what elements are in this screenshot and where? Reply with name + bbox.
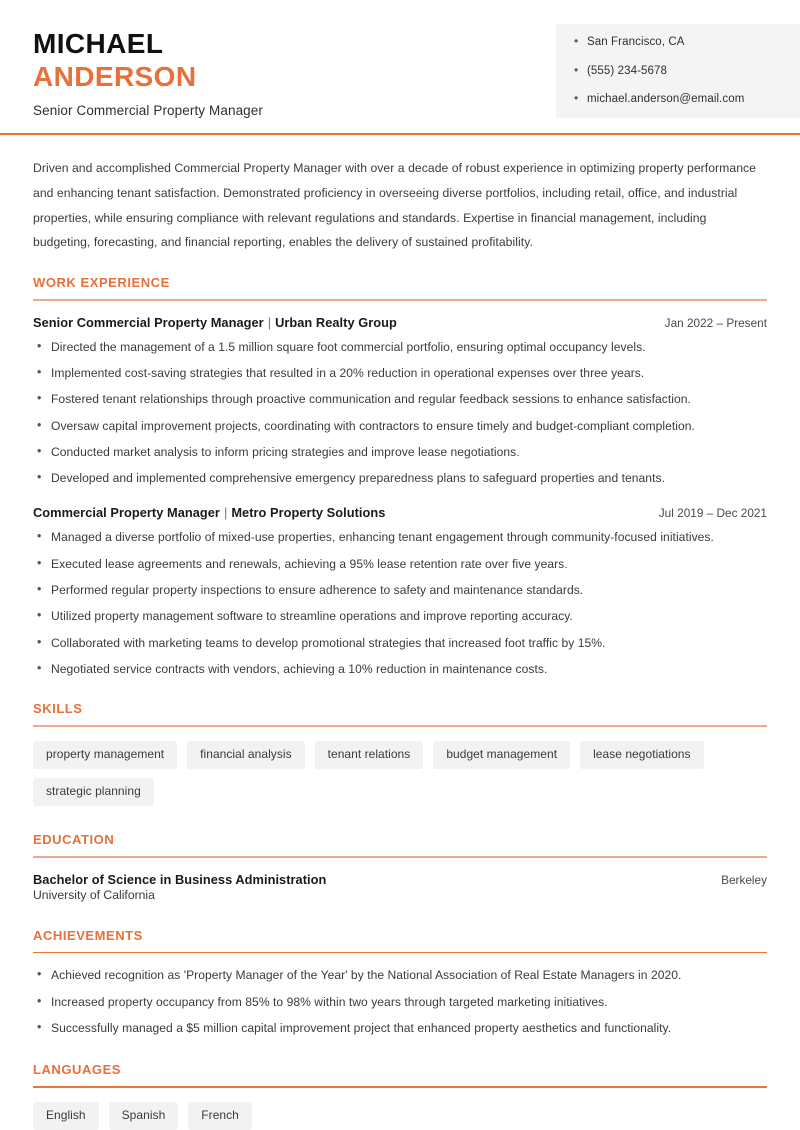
list-item: • Executed lease agreements and renewals, achieving a 95% lease retention rate over five years. bbox=[33, 556, 767, 572]
work-entry-title bbox=[33, 505, 385, 520]
education-entry-header bbox=[33, 872, 767, 887]
work-entry bbox=[33, 315, 767, 487]
title-separator: | bbox=[267, 314, 272, 330]
list-item: • Conducted market analysis to inform pricing strategies and improve lease negotiations. bbox=[33, 444, 767, 460]
work-entry-role: Commercial Property Manager bbox=[33, 505, 220, 521]
skill-tag[interactable]: tenant relations bbox=[315, 741, 424, 769]
work-entry-header bbox=[33, 505, 767, 520]
work-entry-header bbox=[33, 315, 767, 330]
section-divider-skills bbox=[33, 725, 767, 727]
languages-tag-list bbox=[33, 1102, 767, 1130]
section-achievements bbox=[33, 928, 767, 1036]
list-item: • Performed regular property inspections to ensure adherence to safety and maintenance standards. bbox=[33, 582, 767, 598]
work-entry bbox=[33, 505, 767, 677]
list-item: • Oversaw capital improvement projects, coordinating with contractors to ensure timely and budget-compliant completion. bbox=[33, 418, 767, 434]
contact-list bbox=[574, 36, 800, 106]
education-location: Berkeley bbox=[721, 872, 767, 887]
resume-body bbox=[0, 156, 800, 1130]
list-item: • Utilized property management software to streamline operations and improve reporting accuracy. bbox=[33, 608, 767, 624]
professional-headline: Senior Commercial Property Manager bbox=[33, 102, 263, 118]
skills-tag-list bbox=[33, 741, 767, 806]
section-divider-languages bbox=[33, 1086, 767, 1088]
contact-phone[interactable]: • (555) 234-5678 bbox=[574, 65, 800, 78]
section-work-experience bbox=[33, 275, 767, 677]
achievements-list bbox=[33, 967, 767, 1036]
last-name: ANDERSON bbox=[33, 60, 197, 92]
skill-tag[interactable]: property management bbox=[33, 741, 177, 769]
contact-info-box bbox=[556, 24, 800, 118]
header-identity bbox=[0, 22, 263, 118]
list-item: • Successfully managed a $5 million capital improvement project that enhanced property aesthetics and functionality. bbox=[33, 1020, 767, 1036]
section-title-languages: LANGUAGES bbox=[33, 1062, 122, 1078]
title-separator: | bbox=[223, 505, 228, 521]
work-entry-title bbox=[33, 315, 397, 330]
list-item: • Fostered tenant relationships through proactive communication and regular feedback sessions to enhance satisfaction. bbox=[33, 391, 767, 407]
resume-header bbox=[0, 0, 800, 133]
skill-tag[interactable]: strategic planning bbox=[33, 778, 154, 806]
section-title-skills: SKILLS bbox=[33, 701, 83, 717]
section-skills bbox=[33, 701, 767, 806]
work-entry-bullets bbox=[33, 529, 767, 677]
education-entry bbox=[33, 872, 767, 902]
professional-summary: Driven and accomplished Commercial Property Manager with over a decade of robust experience in optimizing property performance and enhancing tenant satisfaction. Demonstrated proficiency in overseeing diverse portfolios, including retail, office, and industrial properties, while ensuring compliance with relevant regulations and standards. Expertise in financial management, including budgeting, forecasting, and financial reporting, enables the delivery of sustained profitability. bbox=[33, 161, 756, 250]
work-entry-dates: Jan 2022 – Present bbox=[664, 315, 767, 330]
section-divider-work-experience bbox=[33, 299, 767, 301]
list-item: • Collaborated with marketing teams to develop promotional strategies that increased foot traffic by 15%. bbox=[33, 635, 767, 651]
skill-tag[interactable]: lease negotiations bbox=[580, 741, 703, 769]
work-entry-company: Urban Realty Group bbox=[275, 314, 397, 330]
list-item: • Developed and implemented comprehensive emergency preparedness plans to safeguard properties and tenants. bbox=[33, 470, 767, 486]
skill-tag[interactable]: budget management bbox=[433, 741, 570, 769]
education-degree: Bachelor of Science in Business Administration bbox=[33, 871, 327, 887]
work-entry-bullets bbox=[33, 339, 767, 487]
list-item: • Directed the management of a 1.5 million square foot commercial portfolio, ensuring optimal occupancy levels. bbox=[33, 339, 767, 355]
skill-tag[interactable]: financial analysis bbox=[187, 741, 304, 769]
language-tag[interactable]: English bbox=[33, 1102, 99, 1130]
work-entry-role: Senior Commercial Property Manager bbox=[33, 314, 264, 330]
list-item: • Negotiated service contracts with vendors, achieving a 10% reduction in maintenance costs. bbox=[33, 661, 767, 677]
contact-email[interactable]: • michael.anderson@email.com bbox=[574, 93, 800, 106]
header-divider bbox=[0, 133, 800, 135]
list-item: • Implemented cost-saving strategies that resulted in a 20% reduction in operational expenses over three years. bbox=[33, 365, 767, 381]
section-title-work-experience: WORK EXPERIENCE bbox=[33, 275, 170, 291]
list-item: • Managed a diverse portfolio of mixed-use properties, enhancing tenant engagement through community-focused initiatives. bbox=[33, 529, 767, 545]
work-entry-company: Metro Property Solutions bbox=[231, 505, 386, 521]
contact-location: • San Francisco, CA bbox=[574, 36, 800, 49]
section-title-education: EDUCATION bbox=[33, 832, 115, 848]
section-education bbox=[33, 832, 767, 902]
language-tag[interactable]: Spanish bbox=[109, 1102, 179, 1130]
section-title-achievements: ACHIEVEMENTS bbox=[33, 927, 143, 943]
education-institution: University of California bbox=[33, 887, 155, 902]
work-entry-dates: Jul 2019 – Dec 2021 bbox=[658, 506, 767, 521]
section-divider-achievements bbox=[33, 952, 767, 954]
list-item: • Achieved recognition as 'Property Manager of the Year' by the National Association of Real Estate Managers in 2020. bbox=[33, 967, 767, 983]
section-divider-education bbox=[33, 856, 767, 858]
first-name: MICHAEL bbox=[33, 28, 164, 59]
language-tag[interactable]: French bbox=[188, 1102, 252, 1130]
list-item: • Increased property occupancy from 85% to 98% within two years through targeted marketing initiatives. bbox=[33, 994, 767, 1010]
section-languages bbox=[33, 1062, 767, 1130]
